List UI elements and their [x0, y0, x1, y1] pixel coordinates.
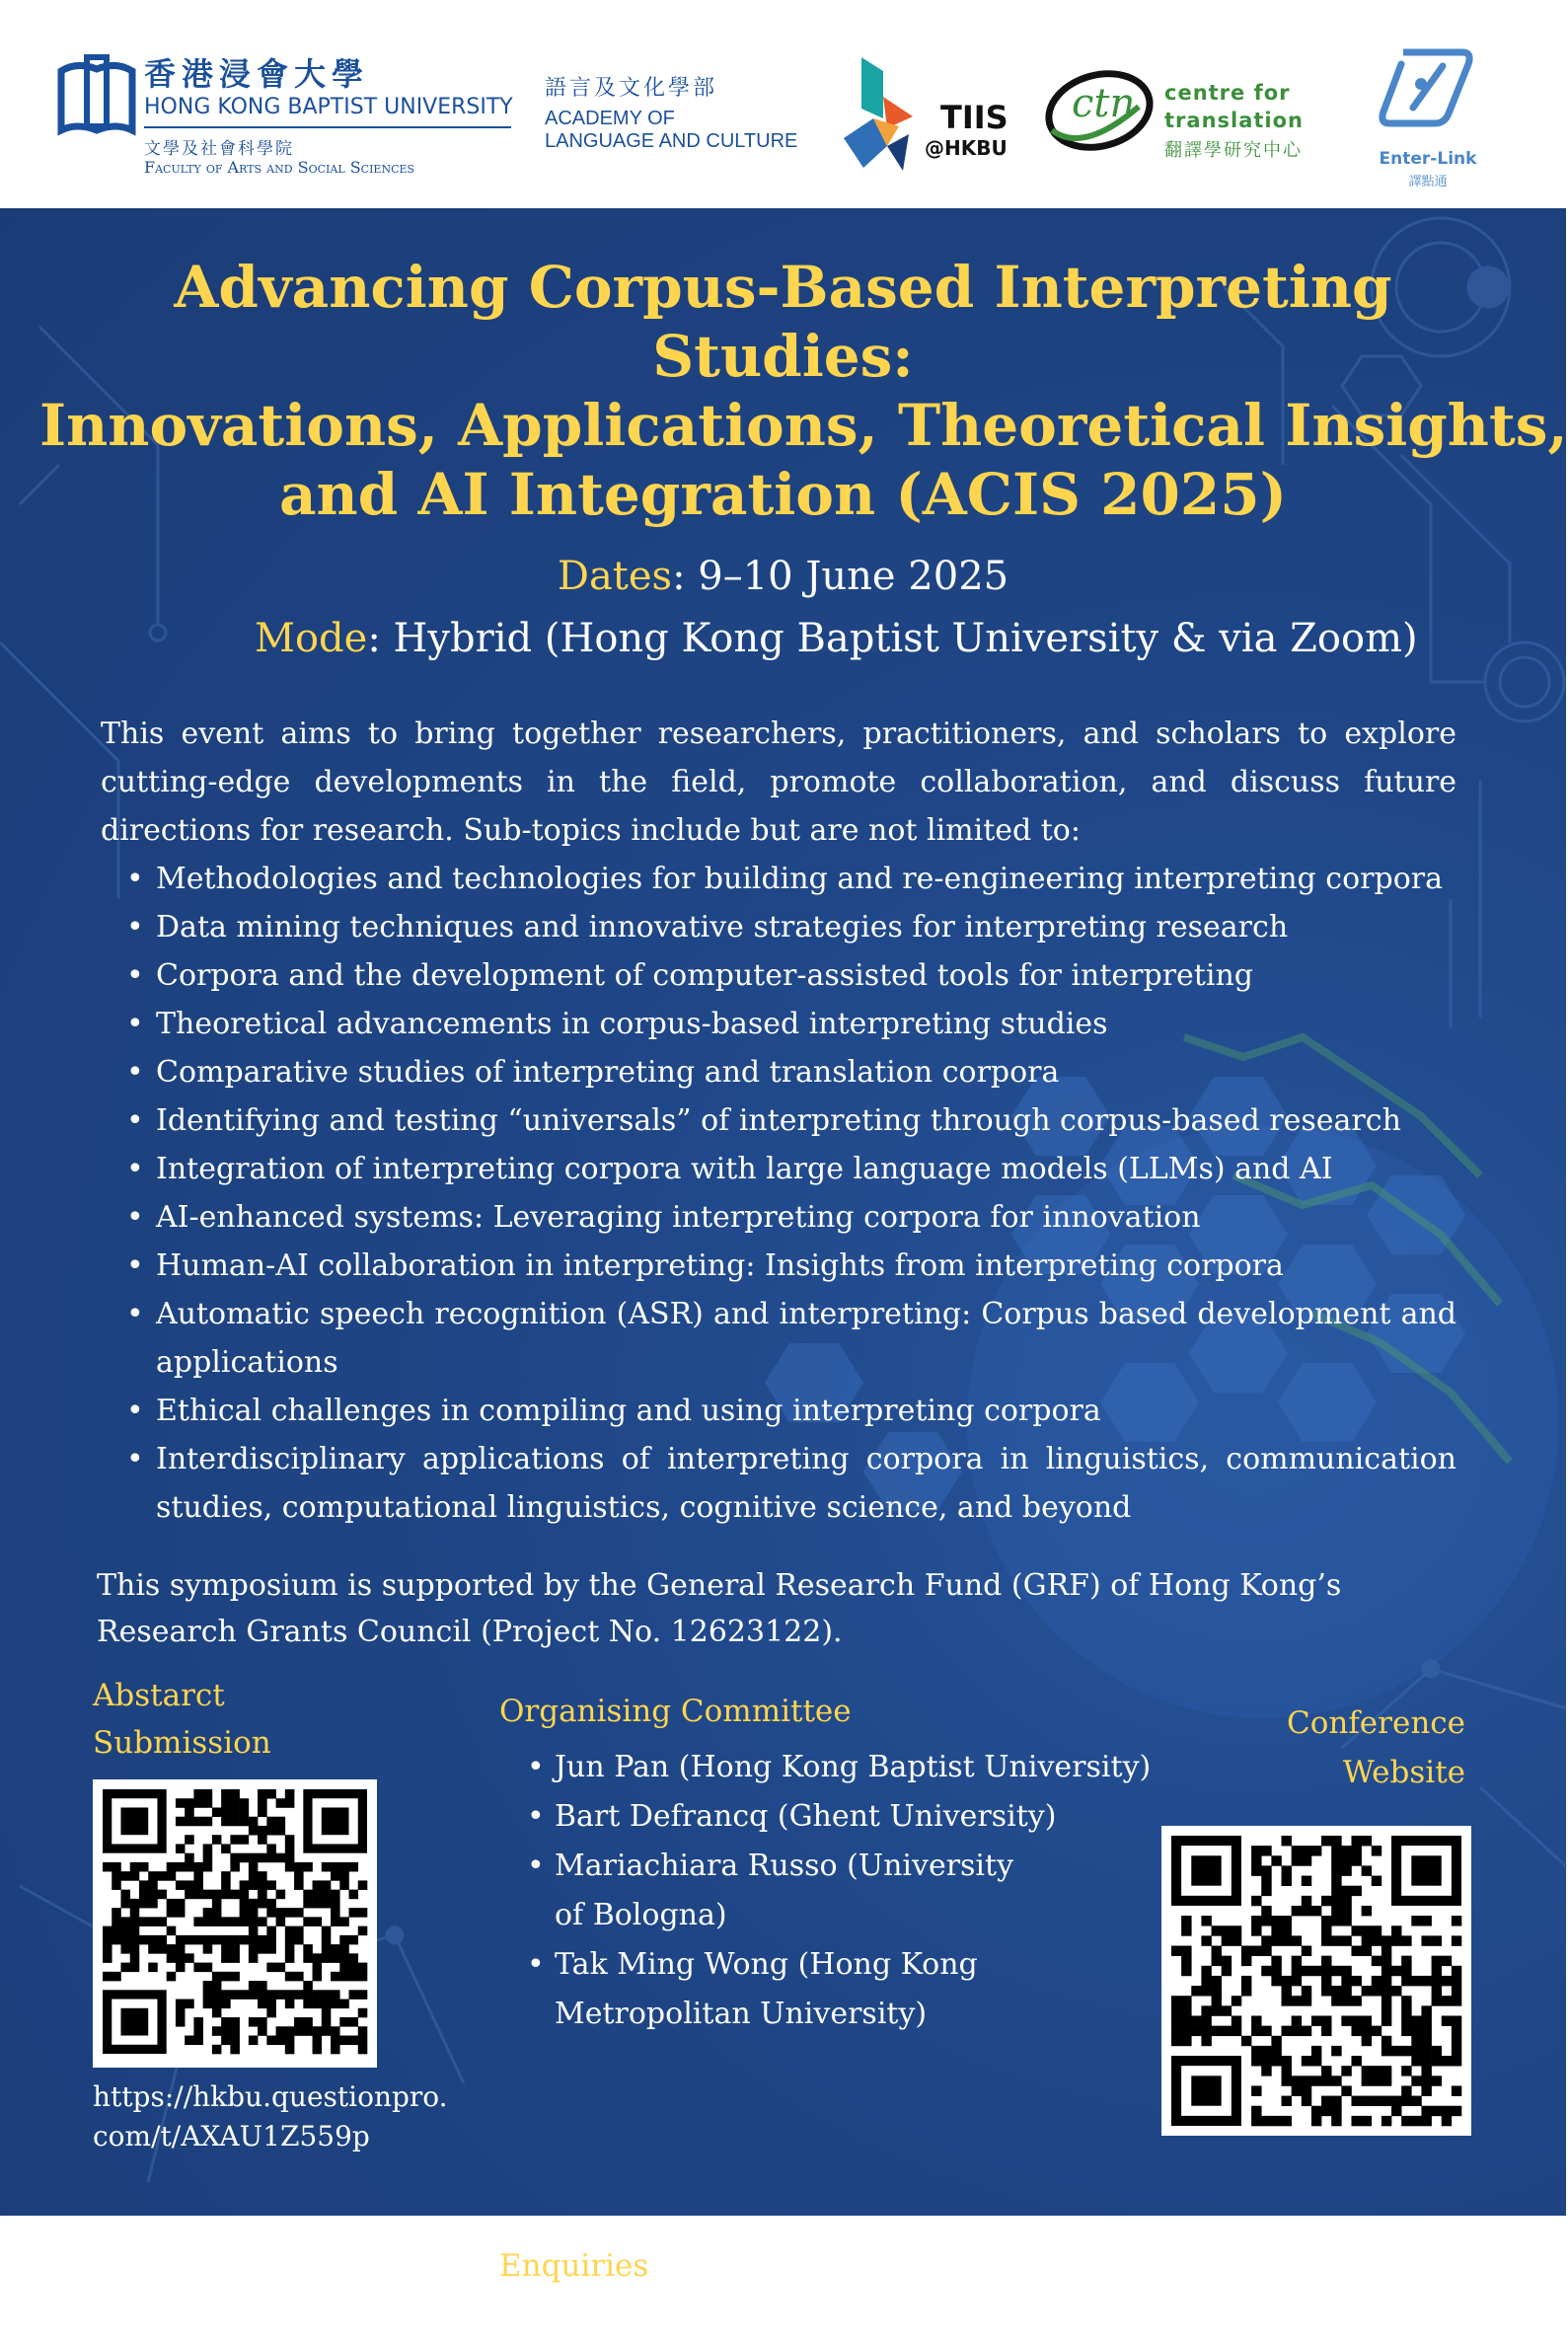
list-item: • Integration of interpreting corpora with large language models (LLMs) and AI [156, 1145, 1456, 1193]
hkbu-chinese-name: 香港浸會大學 [144, 55, 370, 93]
alc-english-line2: LANGUAGE AND CULTURE [545, 130, 798, 152]
list-item: • AI-enhanced systems: Leveraging interpreting corpora for innovation [156, 1193, 1456, 1242]
list-item: • Tak Ming Wong (Hong Kong Metropolitan University) [555, 1940, 1028, 2039]
hkbu-logo [57, 49, 511, 188]
enquiries-email[interactable]: • tiis@hkbu.edu.hk [555, 2291, 1131, 2340]
conference-qr-code[interactable] [1161, 1826, 1471, 2136]
cft-chinese-name: 翻譯學研究中心 [1164, 140, 1303, 161]
enter-link-logo [1370, 44, 1488, 192]
list-item: • Corpora and the development of computer-assisted tools for interpreting [156, 951, 1456, 1000]
abstract-heading-line-1: Abstarct [93, 1678, 225, 1713]
list-item: • Ethical challenges in compiling and using interpreting corpora [156, 1387, 1456, 1435]
ctn-mark: ctn [1072, 81, 1136, 126]
event-title [39, 253, 1568, 529]
list-item: • Bart Defrancq (Ghent University) [555, 1792, 1131, 1842]
tiis-logo [844, 57, 1008, 176]
list-item: • Theoretical advancements in corpus-based interpreting studies [156, 1000, 1456, 1048]
alc-logo [545, 71, 811, 170]
hkbu-english-name: HONG KONG BAPTIST UNIVERSITY [144, 95, 513, 119]
hkbu-divider [144, 126, 511, 128]
abstract-submission-heading [93, 1672, 271, 1767]
organising-committee-heading: Organising Committee [499, 1694, 852, 1729]
list-item: • Identifying and testing “universals” of interpreting through corpus-based research [156, 1096, 1456, 1145]
list-item: • Automatic speech recognition (ASR) and interpreting: Corpus based development and applications [156, 1290, 1456, 1387]
qr-code-icon [93, 1779, 377, 2068]
list-item: • Methodologies and technologies for building and re-engineering interpreting corpora [156, 855, 1456, 903]
list-item: • Human-AI collaboration in interpreting: Insights from interpreting corpora [156, 1242, 1456, 1290]
conference-heading-line-2: Website [1342, 1755, 1465, 1790]
event-mode [255, 616, 1418, 661]
list-item: • Comparative studies of interpreting and translation corpora [156, 1048, 1456, 1096]
dates-label: Dates [557, 554, 673, 599]
intro-paragraph: This event aims to bring together researchers, practitioners, and scholars to explore cutting-edge developments in the field, promote collaboration, and discuss future directions for research. Sub-topics include but are not limited to: [101, 717, 1456, 848]
abstract-qr-code[interactable] [93, 1779, 377, 2068]
cft-line2: translation [1164, 109, 1304, 132]
dates-value: : 9–10 June 2025 [672, 554, 1009, 599]
title-line-1: Advancing Corpus-Based Interpreting [174, 254, 1392, 321]
qr-code-icon [1161, 1826, 1471, 2136]
cft-line1: centre for [1164, 81, 1291, 105]
funding-statement: This symposium is supported by the General Research Fund (GRF) of Hong Kong’s Research Grants Council (Project No. 12623122). [97, 1568, 1342, 1649]
centre-for-translation-logo [1044, 67, 1310, 166]
list-item: • Interdisciplinary applications of interpreting corpora in linguistics, communication studies, computational linguistics, cognitive science, and beyond [156, 1435, 1456, 1532]
mode-label: Mode [255, 616, 368, 661]
logo-header [0, 0, 1566, 208]
faculty-chinese-name: 文學及社會科學院 [144, 139, 294, 159]
mode-value: : Hybrid (Hong Kong Baptist University & via Zoom) [367, 616, 1418, 661]
list-item: • Jun Pan (Hong Kong Baptist University) [555, 1743, 1131, 1792]
enter-link-name: Enter-Link [1379, 149, 1477, 169]
event-dates [0, 554, 1566, 599]
poster-panel [0, 208, 1568, 2332]
abstract-heading-line-2: Submission [93, 1725, 271, 1761]
enquiries-heading: Enquiries [499, 2248, 649, 2284]
topics-list [101, 855, 1456, 1532]
title-line-2: Studies: [652, 323, 914, 390]
abstract-submission-link[interactable]: https://hkbu.questionpro.com/t/AXAU1Z559p [93, 2080, 448, 2152]
conference-heading-line-1: Conference [1286, 1705, 1465, 1741]
list-item: • Data mining techniques and innovative strategies for interpreting research [156, 903, 1456, 951]
tiis-emblem-icon [844, 57, 928, 171]
conference-website-heading [1164, 1698, 1465, 1797]
list-item: • Mariachiara Russo (University of Bologna) [555, 1842, 1048, 1940]
alc-chinese-name: 語言及文化學部 [545, 76, 718, 101]
enter-link-emblem-icon [1374, 44, 1482, 148]
faculty-english-name: Faculty of Arts and Social Sciences [144, 158, 415, 177]
alc-english-line1: ACADEMY OF [545, 108, 675, 129]
enter-link-chinese-name: 譯點通 [1408, 175, 1448, 189]
committee-list [499, 1743, 1152, 2039]
enquiries-list [499, 2291, 1131, 2340]
tiis-name: TIIS [940, 99, 1008, 136]
tiis-sub: @HKBU [925, 136, 1008, 160]
hkbu-emblem-icon [57, 51, 136, 140]
title-line-4: and AI Integration (ACIS 2025) [278, 461, 1288, 528]
title-line-3: Innovations, Applications, Theoretical Insights, [39, 392, 1568, 459]
